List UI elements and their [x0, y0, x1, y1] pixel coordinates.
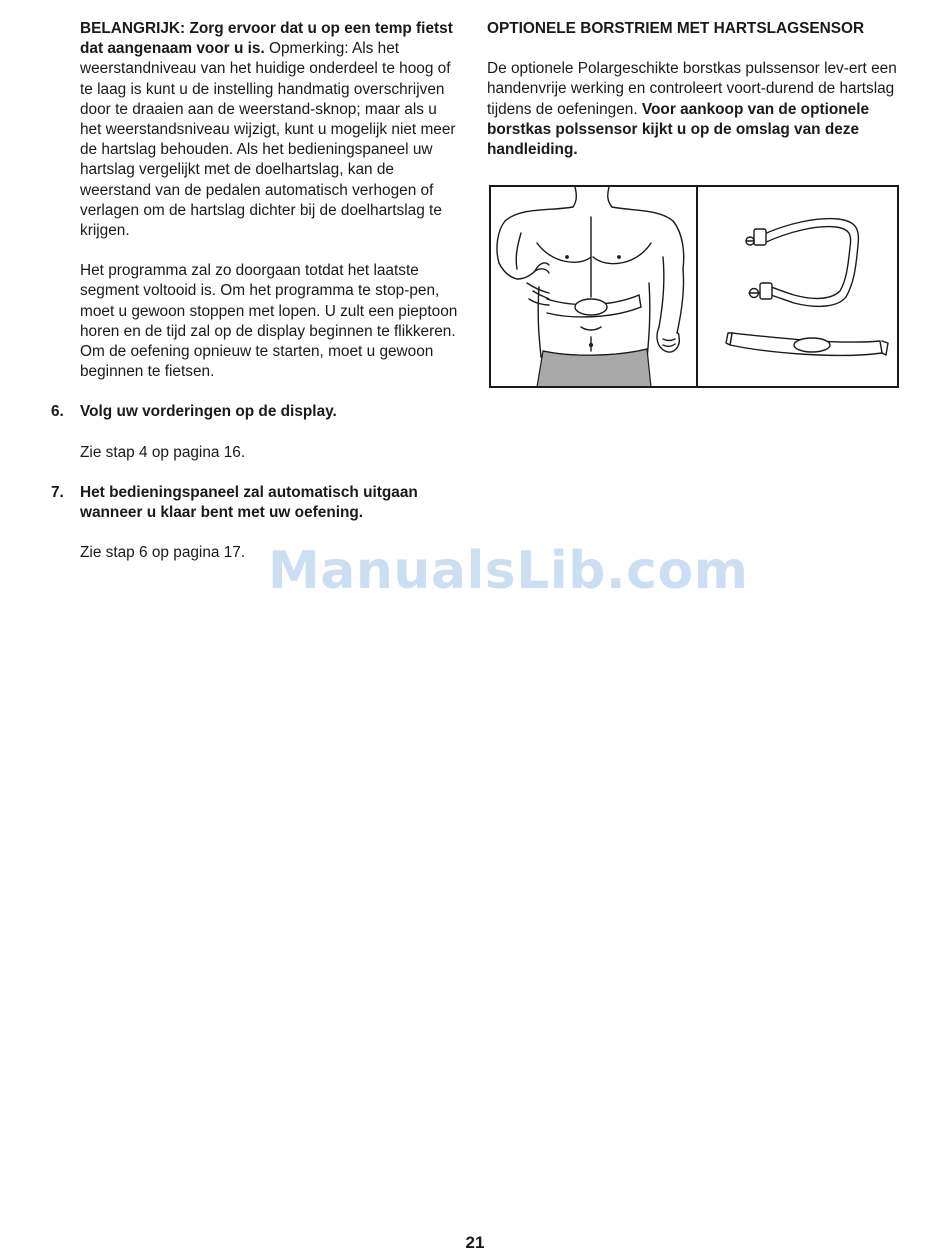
page-number: 21	[465, 1233, 485, 1252]
important-body-text: Opmerking: Als het weerstandniveau van het huidige onderdeel te hoog of te laag is kunt u de instelling handmatig overschrijven door te draaien aan de weerstand-sknop; maar als u het weerstandsniveau wijzigt, kunt u mogelijk niet meer de hartslag behouden. Als het bedieningspaneel uw hartslag vergelijkt met de doelhartslag, kan de weerstand van de pedalen automatisch verhogen of verlagen om de hartslag dichter bij de doelhartslag te krijgen.	[80, 40, 456, 240]
chest-strap-wearer-illustration-icon	[491, 187, 696, 386]
chest-strap-parts-panel	[698, 187, 897, 386]
manualslib-watermark: ManualsLib.com	[268, 541, 749, 601]
chest-strap-parts-illustration-icon	[698, 187, 897, 386]
step-7-title: Het bedieningspaneel zal automatisch uitgaan wanneer u klaar bent met uw oefening.	[80, 483, 418, 522]
step-7-text: Zie stap 6 op pagina 17.	[80, 544, 246, 562]
important-bold-text: BELANGRIJK: Zorg ervoor dat u op een temp fietst dat aangenaam voor u is.	[80, 20, 453, 58]
sensor-bold-text: Voor aankoop van de optionele borstkas polssensor kijkt u op de omslag van deze handleiding.	[487, 100, 870, 159]
step-6-title: Volg uw vorderingen op de display.	[80, 403, 337, 421]
sensor-paragraph	[487, 59, 902, 160]
program-paragraph: Het programma zal zo doorgaan totdat het laatste segment voltooid is. Om het programma te stop-pen, moet u gewoon stoppen met lopen. U zult een pieptoon horen en de tijd zal op de display beginnen te flikkeren. Om de oefening opnieuw te starten, moet u gewoon beginnen te fietsen.	[80, 262, 458, 381]
step-6-text: Zie stap 4 op pagina 16.	[80, 443, 246, 461]
chest-strap-figure	[489, 185, 899, 388]
chest-strap-wearer-panel	[491, 187, 698, 386]
step-6-number: 6.	[51, 403, 64, 421]
section-heading: OPTIONELE BORSTRIEM MET HARTSLAGSENSOR	[487, 20, 865, 37]
left-column	[51, 19, 460, 563]
important-paragraph	[80, 19, 460, 241]
sensor-body-text: De optionele Polargeschikte borstkas pulssensor lev-ert een handenvrije werking en controleert voort-durend de hartslag tijdens de oefeningen.	[487, 60, 897, 118]
right-column	[487, 19, 902, 160]
step-7-number: 7.	[51, 483, 64, 501]
step-6	[51, 402, 460, 462]
